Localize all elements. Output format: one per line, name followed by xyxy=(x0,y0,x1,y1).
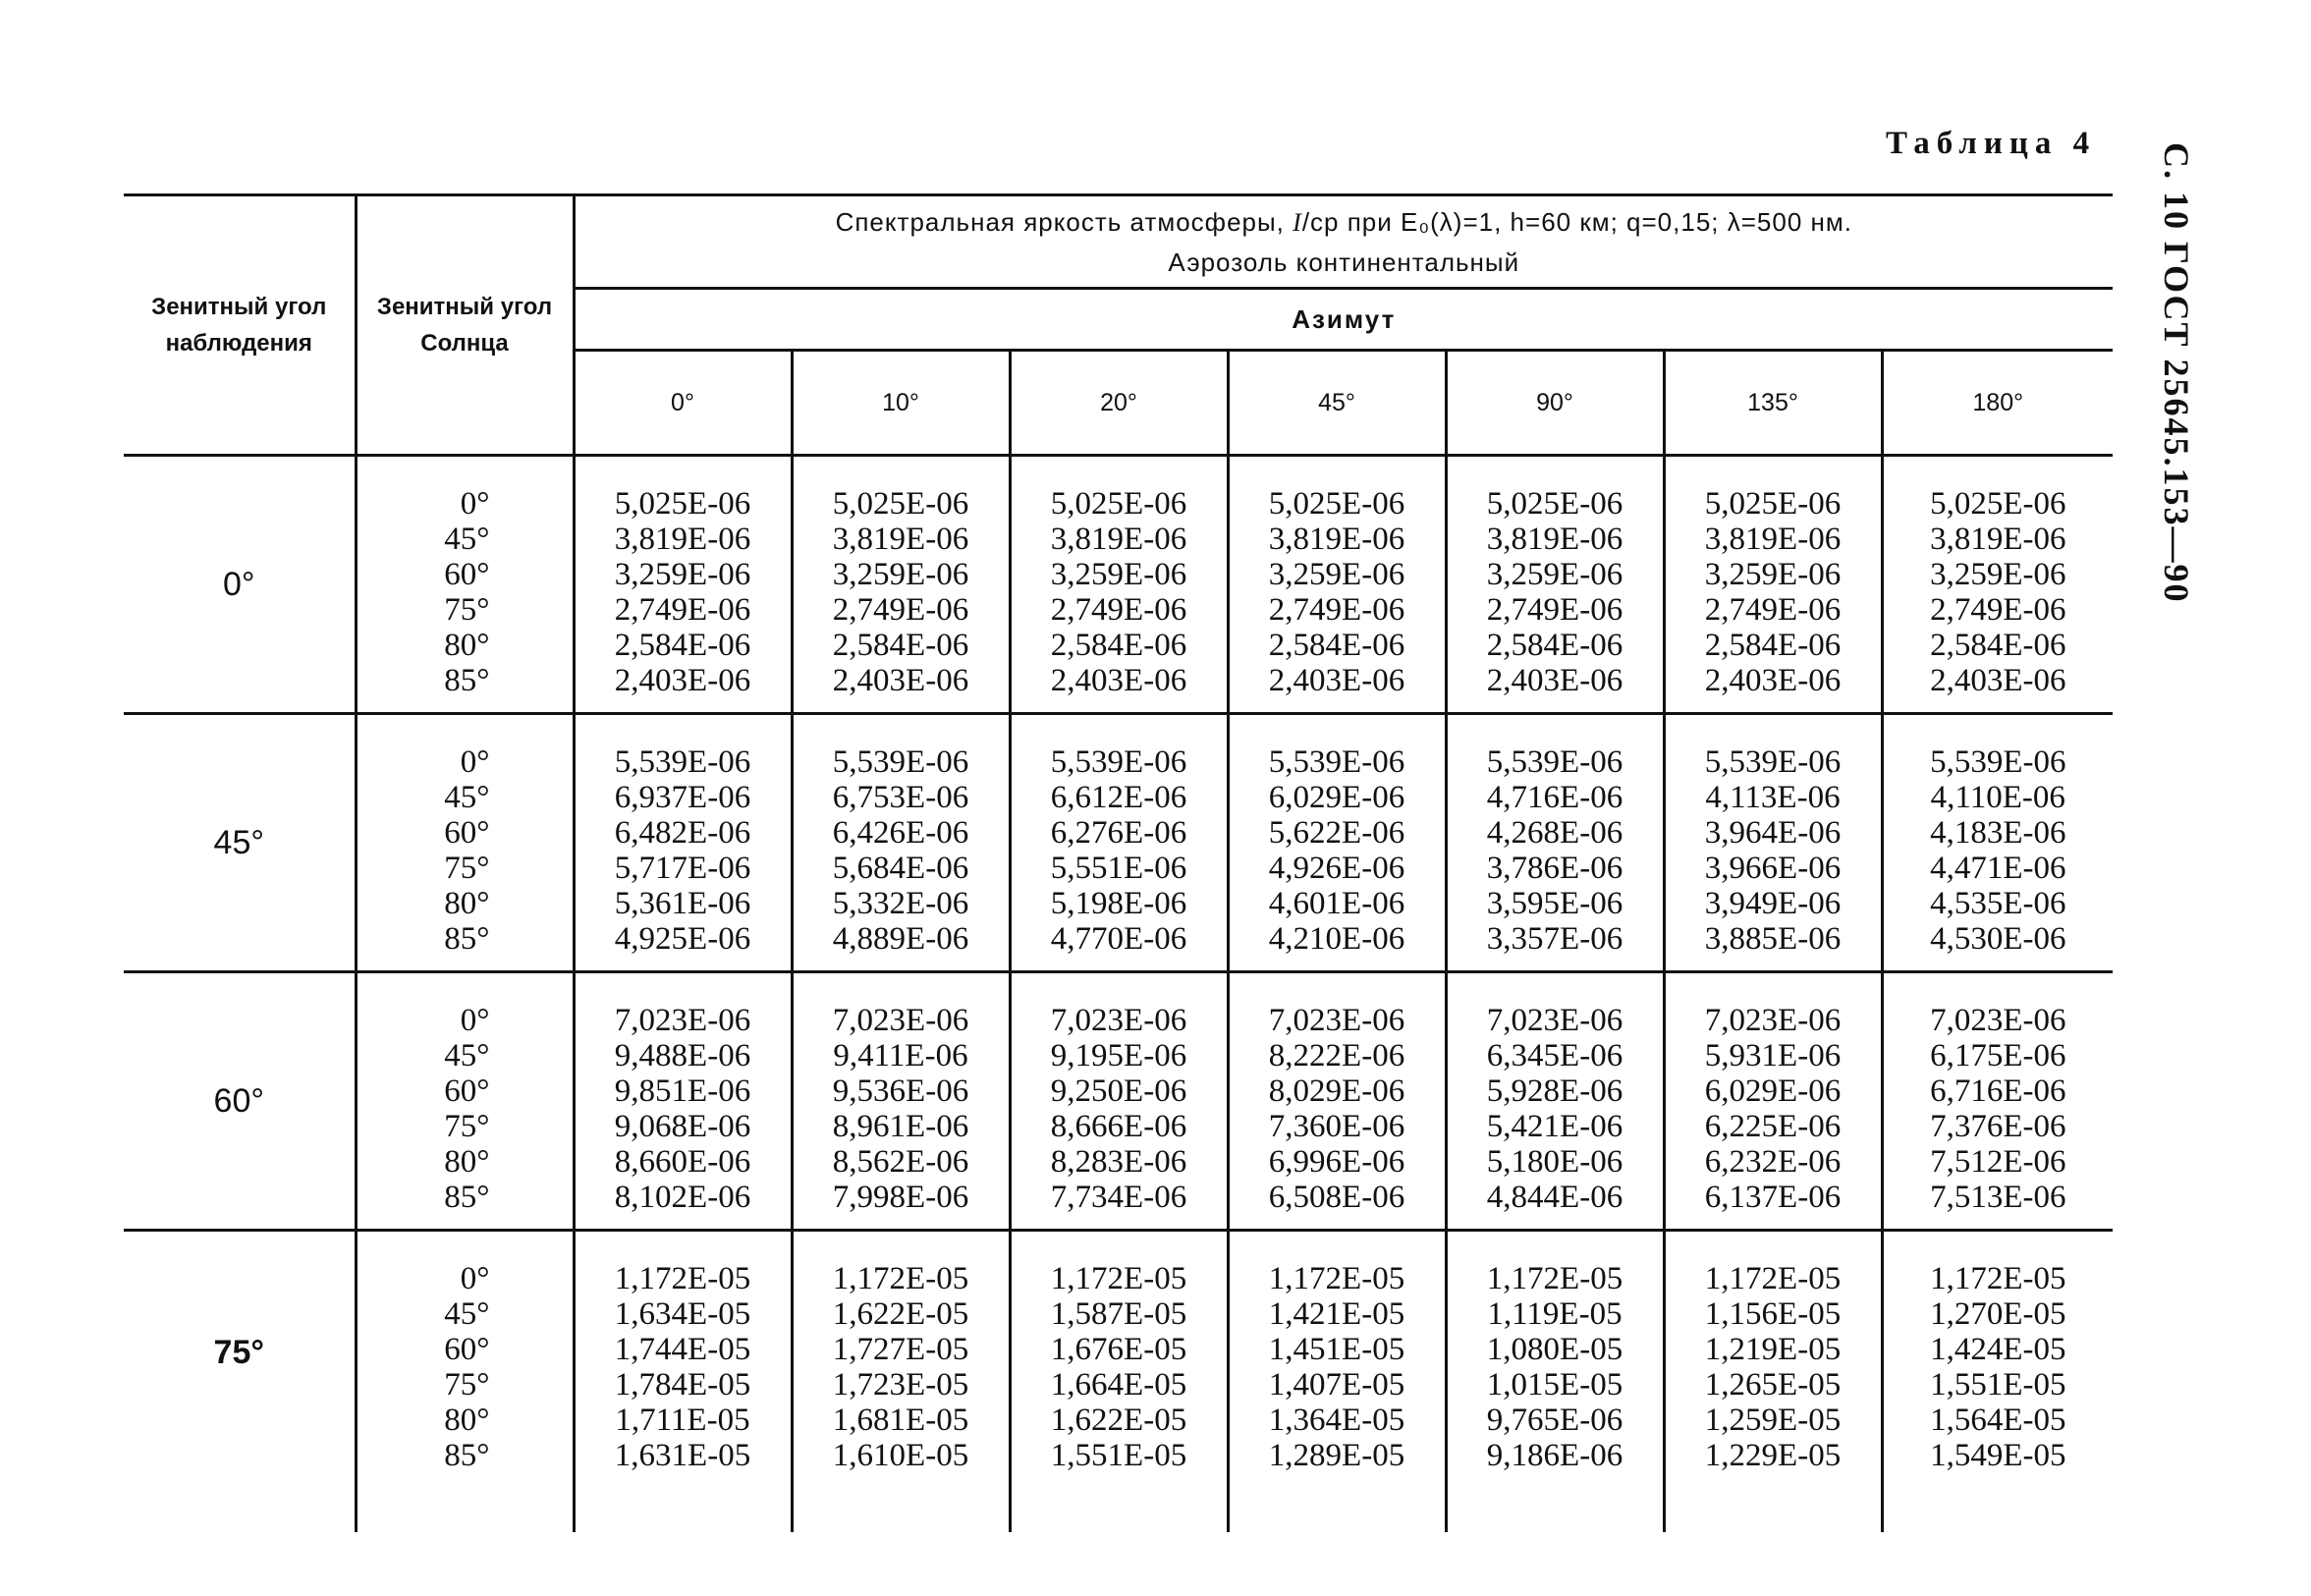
radiance-value: 1,564E-05 xyxy=(1930,1403,2066,1438)
radiance-value: 4,113E-06 xyxy=(1705,780,1841,815)
radiance-value: 8,283E-06 xyxy=(1050,1144,1187,1180)
zenith-sun-value: 75° xyxy=(444,1367,490,1403)
radiance-value: 3,819E-06 xyxy=(614,522,751,557)
radiance-value: 4,925E-06 xyxy=(614,921,751,957)
radiance-value: 7,023E-06 xyxy=(1704,1003,1842,1038)
radiance-column xyxy=(574,714,792,972)
radiance-column xyxy=(1228,714,1446,972)
radiance-value: 5,361E-06 xyxy=(614,886,751,921)
title-middle: /ср xyxy=(1301,206,1340,237)
radiance-value: 5,025E-06 xyxy=(614,486,751,522)
radiance-value: 2,749E-06 xyxy=(1930,592,2066,628)
radiance-value: 1,364E-05 xyxy=(1268,1403,1405,1438)
radiance-column xyxy=(1882,1231,2113,1533)
zenith-sun-value: 45° xyxy=(444,780,490,815)
radiance-value: 1,587E-05 xyxy=(1050,1296,1187,1332)
radiance-value: 3,885E-06 xyxy=(1704,921,1842,957)
radiance-value: 2,403E-06 xyxy=(832,663,969,698)
zenith-sun-value: 85° xyxy=(444,1438,490,1473)
radiance-value: 3,819E-06 xyxy=(1050,522,1187,557)
radiance-column xyxy=(1228,1231,1446,1533)
radiance-value: 9,851E-06 xyxy=(614,1073,751,1109)
radiance-value: 4,110E-06 xyxy=(1930,780,2065,815)
radiance-value: 6,225E-06 xyxy=(1704,1109,1842,1144)
radiance-column xyxy=(792,972,1010,1231)
radiance-value: 4,535E-06 xyxy=(1930,886,2066,921)
radiance-column xyxy=(1228,972,1446,1231)
radiance-value: 8,222E-06 xyxy=(1268,1038,1405,1073)
radiance-value: 1,549E-05 xyxy=(1930,1438,2066,1473)
radiance-column xyxy=(1010,1231,1228,1533)
radiance-value: 4,530E-06 xyxy=(1930,921,2066,957)
radiance-value: 7,512E-06 xyxy=(1930,1144,2066,1180)
radiance-column xyxy=(1446,456,1664,714)
radiance-column xyxy=(792,714,1010,972)
radiance-value: 9,195E-06 xyxy=(1050,1038,1187,1073)
radiance-value: 9,411E-06 xyxy=(833,1038,968,1073)
radiance-value: 5,684E-06 xyxy=(832,851,969,886)
radiance-column xyxy=(792,1231,1010,1533)
radiance-value: 6,753E-06 xyxy=(832,780,969,815)
radiance-value: 2,749E-06 xyxy=(832,592,969,628)
radiance-value: 1,172E-05 xyxy=(614,1261,751,1296)
zenith-sun-value: 60° xyxy=(444,1332,490,1367)
radiance-value: 1,080E-05 xyxy=(1486,1332,1623,1367)
azimuth-header: 90° xyxy=(1446,351,1664,456)
radiance-value: 5,025E-06 xyxy=(832,486,969,522)
radiance-value: 1,172E-05 xyxy=(1704,1261,1842,1296)
title-prefix: Спектральная яркость атмосферы, xyxy=(835,206,1293,237)
radiance-value: 1,265E-05 xyxy=(1704,1367,1842,1403)
radiance-value: 9,068E-06 xyxy=(614,1109,751,1144)
zenith-observation-value: 0° xyxy=(124,456,356,714)
zenith-sun-value: 75° xyxy=(444,1109,490,1144)
zenith-sun-value: 75° xyxy=(444,851,490,886)
radiance-column xyxy=(1664,1231,1882,1533)
radiance-value: 3,595E-06 xyxy=(1486,886,1623,921)
zenith-sun-value: 85° xyxy=(444,663,490,698)
radiance-value: 8,029E-06 xyxy=(1268,1073,1405,1109)
radiance-value: 3,819E-06 xyxy=(1268,522,1405,557)
radiance-value: 1,631E-05 xyxy=(614,1438,751,1473)
radiance-column xyxy=(1446,972,1664,1231)
header-zenith-observation: Зенитный угол наблюдения xyxy=(124,195,356,456)
radiance-value: 1,676E-05 xyxy=(1050,1332,1187,1367)
radiance-value: 6,482E-06 xyxy=(614,815,751,851)
radiance-column xyxy=(1882,714,2113,972)
radiance-value: 3,259E-06 xyxy=(614,557,751,592)
radiance-value: 7,513E-06 xyxy=(1930,1180,2066,1215)
radiance-value: 3,259E-06 xyxy=(832,557,969,592)
radiance-value: 7,023E-06 xyxy=(1050,1003,1187,1038)
radiance-value: 5,198E-06 xyxy=(1050,886,1187,921)
zenith-sun-value: 0° xyxy=(460,744,490,780)
zenith-observation-value: 60° xyxy=(124,972,356,1231)
radiance-value: 1,744E-05 xyxy=(614,1332,751,1367)
radiance-value: 3,259E-06 xyxy=(1268,557,1405,592)
radiance-value: 3,819E-06 xyxy=(832,522,969,557)
zenith-observation-value: 75° xyxy=(124,1231,356,1533)
radiance-value: 4,770E-06 xyxy=(1050,921,1187,957)
radiance-value: 1,622E-05 xyxy=(832,1296,969,1332)
radiance-value: 5,025E-06 xyxy=(1704,486,1842,522)
radiance-value: 3,357E-06 xyxy=(1486,921,1623,957)
radiance-value: 6,175E-06 xyxy=(1930,1038,2066,1073)
azimuth-header: 20° xyxy=(1010,351,1228,456)
radiance-value: 1,407E-05 xyxy=(1268,1367,1405,1403)
radiance-value: 5,551E-06 xyxy=(1050,851,1187,886)
radiance-value: 5,928E-06 xyxy=(1486,1073,1623,1109)
radiance-value: 5,421E-06 xyxy=(1486,1109,1623,1144)
radiance-value: 9,536E-06 xyxy=(832,1073,969,1109)
radiance-value: 2,403E-06 xyxy=(1930,663,2066,698)
radiance-value: 5,180E-06 xyxy=(1486,1144,1623,1180)
radiance-value: 8,102E-06 xyxy=(614,1180,751,1215)
radiance-value: 6,232E-06 xyxy=(1704,1144,1842,1180)
radiance-value: 2,584E-06 xyxy=(1268,628,1405,663)
radiance-value: 5,539E-06 xyxy=(614,744,751,780)
radiance-value: 1,424E-05 xyxy=(1930,1332,2066,1367)
radiance-value: 6,029E-06 xyxy=(1268,780,1405,815)
radiance-value: 8,660E-06 xyxy=(614,1144,751,1180)
radiance-value: 4,926E-06 xyxy=(1268,851,1405,886)
radiance-table xyxy=(124,193,2113,1532)
radiance-value: 1,727E-05 xyxy=(832,1332,969,1367)
radiance-value: 7,023E-06 xyxy=(1268,1003,1405,1038)
radiance-value: 1,610E-05 xyxy=(832,1438,969,1473)
radiance-value: 2,749E-06 xyxy=(1050,592,1187,628)
radiance-value: 2,584E-06 xyxy=(1704,628,1842,663)
radiance-value: 2,749E-06 xyxy=(614,592,751,628)
radiance-value: 9,186E-06 xyxy=(1486,1438,1623,1473)
zenith-sun-value: 0° xyxy=(460,1003,490,1038)
zenith-sun-value: 80° xyxy=(444,1403,490,1438)
radiance-value: 1,711E-05 xyxy=(615,1403,750,1438)
radiance-value: 3,949E-06 xyxy=(1704,886,1842,921)
radiance-value: 3,259E-06 xyxy=(1704,557,1842,592)
radiance-value: 3,819E-06 xyxy=(1930,522,2066,557)
radiance-value: 2,584E-06 xyxy=(832,628,969,663)
radiance-value: 6,996E-06 xyxy=(1268,1144,1405,1180)
radiance-value: 1,421E-05 xyxy=(1268,1296,1405,1332)
zenith-group-row xyxy=(124,972,2113,1231)
radiance-value: 1,634E-05 xyxy=(614,1296,751,1332)
zenith-sun-value: 80° xyxy=(444,1144,490,1180)
zenith-observation-value: 45° xyxy=(124,714,356,972)
radiance-value: 5,539E-06 xyxy=(1050,744,1187,780)
radiance-value: 1,172E-05 xyxy=(832,1261,969,1296)
radiance-value: 1,172E-05 xyxy=(1486,1261,1623,1296)
radiance-column xyxy=(1664,714,1882,972)
radiance-column xyxy=(1446,1231,1664,1533)
radiance-value: 5,539E-06 xyxy=(1268,744,1405,780)
zenith-sun-list xyxy=(356,1231,574,1533)
radiance-value: 7,023E-06 xyxy=(1486,1003,1623,1038)
radiance-value: 7,734E-06 xyxy=(1050,1180,1187,1215)
radiance-value: 1,551E-05 xyxy=(1930,1367,2066,1403)
zenith-sun-value: 75° xyxy=(444,592,490,628)
radiance-value: 2,584E-06 xyxy=(1050,628,1187,663)
radiance-column xyxy=(574,972,792,1231)
radiance-value: 1,172E-05 xyxy=(1268,1261,1405,1296)
title-aerosol: Аэрозоль континентальный xyxy=(1168,247,1520,277)
zenith-sun-value: 85° xyxy=(444,921,490,957)
radiance-value: 1,270E-05 xyxy=(1930,1296,2066,1332)
radiance-column xyxy=(1010,456,1228,714)
radiance-value: 7,376E-06 xyxy=(1930,1109,2066,1144)
zenith-sun-value: 80° xyxy=(444,886,490,921)
radiance-value: 2,749E-06 xyxy=(1268,592,1405,628)
radiance-value: 1,551E-05 xyxy=(1050,1438,1187,1473)
zenith-sun-value: 45° xyxy=(444,1038,490,1073)
header-zenith-sun: Зенитный угол Солнца xyxy=(356,195,574,456)
zenith-sun-value: 45° xyxy=(444,1296,490,1332)
radiance-column xyxy=(1882,456,2113,714)
radiance-value: 9,488E-06 xyxy=(614,1038,751,1073)
radiance-value: 2,749E-06 xyxy=(1704,592,1842,628)
radiance-value: 2,403E-06 xyxy=(1268,663,1405,698)
radiance-value: 5,539E-06 xyxy=(832,744,969,780)
radiance-value: 5,332E-06 xyxy=(832,886,969,921)
zenith-sun-value: 45° xyxy=(444,522,490,557)
radiance-value: 1,723E-05 xyxy=(832,1367,969,1403)
zenith-sun-list xyxy=(356,714,574,972)
radiance-value: 5,622E-06 xyxy=(1268,815,1405,851)
radiance-value: 1,259E-05 xyxy=(1704,1403,1842,1438)
radiance-value: 9,765E-06 xyxy=(1486,1403,1623,1438)
radiance-value: 4,889E-06 xyxy=(832,921,969,957)
zenith-group-row xyxy=(124,1231,2113,1533)
azimuth-header: 45° xyxy=(1228,351,1446,456)
radiance-column xyxy=(574,1231,792,1533)
radiance-value: 1,229E-05 xyxy=(1704,1438,1842,1473)
page-header-side: С. 10 ГОСТ 25645.153—90 xyxy=(2157,142,2196,604)
radiance-value: 4,183E-06 xyxy=(1930,815,2066,851)
azimuth-header: 180° xyxy=(1882,351,2113,456)
radiance-value: 1,681E-05 xyxy=(832,1403,969,1438)
table-caption: Таблица 4 xyxy=(1886,126,2097,161)
radiance-value: 7,360E-06 xyxy=(1268,1109,1405,1144)
radiance-column xyxy=(1010,714,1228,972)
radiance-value: 6,137E-06 xyxy=(1704,1180,1842,1215)
zenith-sun-value: 85° xyxy=(444,1180,490,1215)
radiance-value: 3,819E-06 xyxy=(1486,522,1623,557)
radiance-value: 1,451E-05 xyxy=(1268,1332,1405,1367)
radiance-value: 5,025E-06 xyxy=(1486,486,1623,522)
radiance-column xyxy=(1446,714,1664,972)
radiance-value: 9,250E-06 xyxy=(1050,1073,1187,1109)
radiance-value: 3,819E-06 xyxy=(1704,522,1842,557)
radiance-value: 1,015E-05 xyxy=(1486,1367,1623,1403)
radiance-value: 4,844E-06 xyxy=(1486,1180,1623,1215)
radiance-value: 6,426E-06 xyxy=(832,815,969,851)
azimuth-header: 0° xyxy=(574,351,792,456)
zenith-sun-value: 0° xyxy=(460,486,490,522)
radiance-value: 6,937E-06 xyxy=(614,780,751,815)
radiance-value: 1,784E-05 xyxy=(614,1367,751,1403)
radiance-value: 8,562E-06 xyxy=(832,1144,969,1180)
title-params: при E₀(λ)=1, h=60 км; q=0,15; λ=500 нм. xyxy=(1339,206,1852,237)
radiance-value: 5,539E-06 xyxy=(1704,744,1842,780)
azimuth-header: 10° xyxy=(792,351,1010,456)
radiance-value: 5,025E-06 xyxy=(1268,486,1405,522)
radiance-value: 5,025E-06 xyxy=(1050,486,1187,522)
radiance-value: 7,023E-06 xyxy=(832,1003,969,1038)
radiance-value: 8,666E-06 xyxy=(1050,1109,1187,1144)
radiance-value: 3,259E-06 xyxy=(1930,557,2066,592)
radiance-value: 1,156E-05 xyxy=(1704,1296,1842,1332)
radiance-value: 5,539E-06 xyxy=(1930,744,2066,780)
zenith-sun-value: 60° xyxy=(444,557,490,592)
radiance-value: 3,259E-06 xyxy=(1050,557,1187,592)
radiance-value: 4,601E-06 xyxy=(1268,886,1405,921)
radiance-value: 4,268E-06 xyxy=(1486,815,1623,851)
radiance-value: 6,716E-06 xyxy=(1930,1073,2066,1109)
radiance-column xyxy=(1228,456,1446,714)
radiance-column xyxy=(1664,972,1882,1231)
radiance-value: 6,276E-06 xyxy=(1050,815,1187,851)
radiance-value: 1,172E-05 xyxy=(1050,1261,1187,1296)
radiance-column xyxy=(574,456,792,714)
radiance-value: 3,966E-06 xyxy=(1704,851,1842,886)
radiance-value: 7,998E-06 xyxy=(832,1180,969,1215)
radiance-value: 7,023E-06 xyxy=(614,1003,751,1038)
radiance-value: 3,786E-06 xyxy=(1486,851,1623,886)
radiance-column xyxy=(1664,456,1882,714)
radiance-value: 2,584E-06 xyxy=(1930,628,2066,663)
radiance-value: 3,964E-06 xyxy=(1704,815,1842,851)
radiance-value: 4,210E-06 xyxy=(1268,921,1405,957)
azimuth-header: 135° xyxy=(1664,351,1882,456)
radiance-value: 2,403E-06 xyxy=(1050,663,1187,698)
zenith-sun-value: 60° xyxy=(444,1073,490,1109)
radiance-value: 1,289E-05 xyxy=(1268,1438,1405,1473)
radiance-value: 1,622E-05 xyxy=(1050,1403,1187,1438)
radiance-column xyxy=(1882,972,2113,1231)
radiance-value: 8,961E-06 xyxy=(832,1109,969,1144)
radiance-value: 6,345E-06 xyxy=(1486,1038,1623,1073)
radiance-value: 1,219E-05 xyxy=(1704,1332,1842,1367)
zenith-sun-value: 60° xyxy=(444,815,490,851)
radiance-value: 4,716E-06 xyxy=(1486,780,1623,815)
table-title xyxy=(574,195,2113,289)
zenith-group-row xyxy=(124,714,2113,972)
zenith-sun-list xyxy=(356,972,574,1231)
radiance-value: 5,025E-06 xyxy=(1930,486,2066,522)
radiance-value: 5,539E-06 xyxy=(1486,744,1623,780)
radiance-value: 5,931E-06 xyxy=(1704,1038,1842,1073)
radiance-value: 5,717E-06 xyxy=(614,851,751,886)
radiance-column xyxy=(792,456,1010,714)
radiance-value: 2,403E-06 xyxy=(1486,663,1623,698)
radiance-value: 3,259E-06 xyxy=(1486,557,1623,592)
zenith-sun-value: 0° xyxy=(460,1261,490,1296)
zenith-sun-list xyxy=(356,456,574,714)
radiance-value: 1,172E-05 xyxy=(1930,1261,2066,1296)
zenith-sun-value: 80° xyxy=(444,628,490,663)
header-azimuth: Азимут xyxy=(574,289,2113,351)
radiance-value: 4,471E-06 xyxy=(1930,851,2066,886)
radiance-value: 6,612E-06 xyxy=(1050,780,1187,815)
radiance-value: 2,403E-06 xyxy=(614,663,751,698)
radiance-value: 1,119E-05 xyxy=(1487,1296,1623,1332)
radiance-value: 6,029E-06 xyxy=(1704,1073,1842,1109)
radiance-value: 2,749E-06 xyxy=(1486,592,1623,628)
radiance-value: 2,584E-06 xyxy=(614,628,751,663)
radiance-value: 7,023E-06 xyxy=(1930,1003,2066,1038)
radiance-value: 1,664E-05 xyxy=(1050,1367,1187,1403)
radiance-value: 2,403E-06 xyxy=(1704,663,1842,698)
radiance-column xyxy=(1010,972,1228,1231)
zenith-group-row xyxy=(124,456,2113,714)
radiance-value: 6,508E-06 xyxy=(1268,1180,1405,1215)
radiance-value: 2,584E-06 xyxy=(1486,628,1623,663)
title-unit: I xyxy=(1293,207,1302,237)
